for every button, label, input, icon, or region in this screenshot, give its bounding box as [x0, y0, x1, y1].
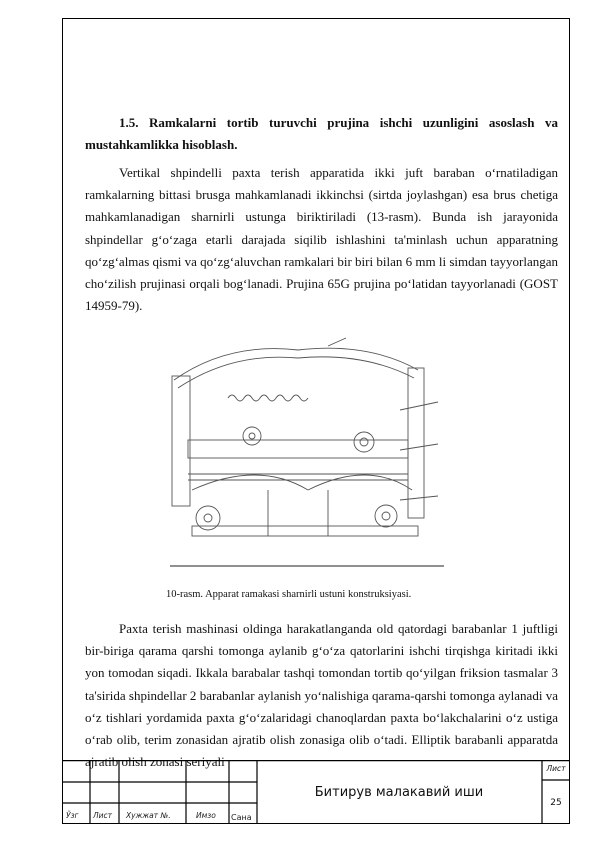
col-label-signature: Имзо — [196, 811, 216, 820]
sheet-number: 25 — [550, 798, 562, 808]
col-label-change: Ўзг — [66, 811, 79, 820]
col-label-sheet: Лист — [93, 811, 113, 820]
section-heading: 1.5. Ramkalarni tortib turuvchi prujina ishchi uzunligini asoslash va mustahkamlikka hisoblash. — [85, 115, 558, 152]
paragraph-2-container — [85, 618, 558, 770]
paragraph-1: Vertikal shpindelli paxta terish apparatida ikki juft baraban oʻrnatiladigan ramkalarning bittasi brusga mahkamlanadi ikkinchsi (sirtda joylashgan) esa brus chetiga mahkamlanadigan sharnirli ustunga biriktiriladi (13-rasm). Bunda ish jarayonida shpindellar gʻoʻzaga etarli darajada siqilib ishlashini ta'minlash uchun apparatning qoʻzgʻalmas qismi va qoʻzgʻaluvchan ramkalari bir biri bilan 6 mm li simdan tayyorlangan choʻzilish prujinasi orqali bogʻlanadi. Prujina 65G prujina poʻlatidan tayyorlanadi (GOST 14959-79). — [85, 165, 558, 314]
paragraph-2: Paxta terish mashinasi oldinga harakatlanganda old qatordagi barabanlar 1 juftligi bir-biriga qarama qarshi tomonga aylanib gʻoʻza qatorlarini ishchi tirqishga kiritadi ikki yon tomodan siqadi. Ikkala barabalar tashqi tomondan tortib qoʻyilgan friksion tasmalar 3 ta'sirida shpindellar 2 barabanlar aylanish yoʻnalishiga qarama-qarshi tomonga aylanadi va oʻz tishlari yordamida paxta gʻoʻzalaridagi chanoqlardan paxta boʻlakchalarini oʻz ustiga oʻrab olib, terim zonasidan ajratib olish zonasiga olib oʻtadi. Elliptik barabanli apparatda ajratib olish zonasi seriyali — [85, 621, 558, 770]
col-label-document: Хужжат №. — [126, 811, 171, 820]
figure-caption: 10-rasm. Apparat ramakasi sharnirli ustuni konstruksiyasi. — [166, 589, 412, 600]
text-block — [85, 112, 558, 317]
figure-drawing — [168, 340, 446, 570]
document-title: Битирув малакавий иши — [314, 784, 484, 800]
title-block — [62, 760, 570, 824]
col-label-date: Сана — [231, 813, 252, 822]
sheet-label: Лист — [546, 764, 566, 773]
